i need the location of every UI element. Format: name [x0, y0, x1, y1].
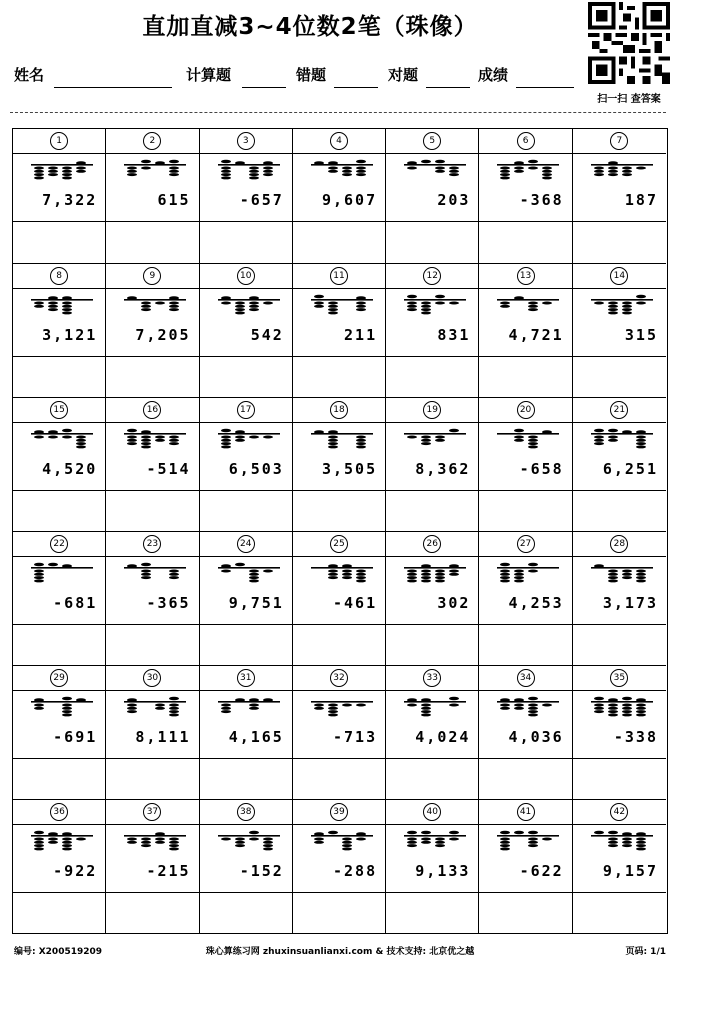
problem-header	[200, 264, 292, 289]
answer-box[interactable]	[200, 356, 292, 357]
problem-header	[386, 264, 478, 289]
problem-cell	[573, 665, 666, 799]
answer-box[interactable]	[293, 892, 385, 893]
problem-cell	[106, 397, 199, 531]
name-label: 姓名	[14, 66, 45, 84]
answer-box[interactable]	[13, 624, 105, 625]
problem-header	[13, 264, 105, 289]
problem-cell	[293, 665, 386, 799]
problem-cell	[293, 397, 386, 531]
problem-value: 203	[437, 191, 471, 209]
abacus-bead-image	[214, 294, 284, 316]
problem-header	[200, 666, 292, 691]
problem-cell	[573, 799, 666, 933]
right-label: 对题	[388, 66, 419, 84]
problem-number: 6	[517, 132, 535, 150]
problem-number: 8	[50, 267, 68, 285]
abacus-bead-image	[493, 696, 563, 718]
abacus-bead-image	[27, 159, 97, 181]
answer-box[interactable]	[106, 356, 198, 357]
problem-value: 3,121	[42, 326, 98, 344]
problem-number: 13	[517, 267, 535, 285]
problem-number: 1	[50, 132, 68, 150]
problem-cell	[386, 129, 479, 263]
abacus-bead-image	[27, 428, 97, 450]
problem-header	[386, 129, 478, 154]
problem-header	[479, 800, 571, 825]
problem-cell	[13, 397, 106, 531]
problem-header	[573, 666, 666, 691]
problem-value: -622	[519, 862, 564, 880]
abacus-bead-image	[27, 830, 97, 852]
answer-box[interactable]	[573, 892, 666, 893]
abacus-bead-image	[587, 428, 657, 450]
wrong-label: 错题	[296, 66, 327, 84]
abacus-bead-image	[120, 159, 190, 181]
problem-number: 35	[610, 669, 628, 687]
problem-header	[479, 532, 571, 557]
qr-caption: 扫一扫 查答案	[597, 94, 661, 105]
problem-header	[13, 666, 105, 691]
abacus-bead-image	[400, 159, 470, 181]
problem-header	[573, 264, 666, 289]
problem-value: -681	[53, 594, 98, 612]
problem-cell	[386, 531, 479, 665]
abacus-bead-image	[400, 428, 470, 450]
problem-header	[573, 129, 666, 154]
abacus-bead-image	[493, 294, 563, 316]
problem-cell	[106, 799, 199, 933]
answer-box[interactable]	[293, 758, 385, 759]
problem-value: 4,024	[415, 728, 471, 746]
name-blank[interactable]	[54, 87, 172, 88]
problem-cell	[479, 263, 572, 397]
problem-value: 6,251	[602, 460, 658, 478]
problem-number: 3	[237, 132, 255, 150]
worksheet-title: 直加直减3~4位数2笔（珠像）	[142, 14, 478, 40]
problem-cell	[13, 263, 106, 397]
answer-box[interactable]	[479, 221, 571, 222]
problem-value: -658	[519, 460, 564, 478]
answer-box[interactable]	[573, 356, 666, 357]
problem-cell	[200, 665, 293, 799]
problem-number: 37	[143, 803, 161, 821]
problem-number: 38	[237, 803, 255, 821]
answer-box[interactable]	[479, 758, 571, 759]
total-label: 计算题	[186, 66, 232, 84]
abacus-bead-image	[214, 696, 284, 718]
worksheet-code: 编号: X200519209	[14, 947, 103, 957]
problem-header	[200, 532, 292, 557]
abacus-bead-image	[587, 830, 657, 852]
answer-box[interactable]	[293, 490, 385, 491]
answer-box[interactable]	[293, 221, 385, 222]
answer-box[interactable]	[293, 356, 385, 357]
abacus-bead-image	[27, 696, 97, 718]
problem-number: 33	[423, 669, 441, 687]
problem-value: 831	[437, 326, 471, 344]
abacus-bead-image	[120, 830, 190, 852]
answer-box[interactable]	[13, 356, 105, 357]
problem-cell	[13, 129, 106, 263]
answer-box[interactable]	[106, 758, 198, 759]
problem-grid	[12, 128, 668, 934]
problem-number: 19	[423, 401, 441, 419]
abacus-bead-image	[587, 696, 657, 718]
problem-cell	[200, 397, 293, 531]
problem-header	[106, 129, 198, 154]
abacus-bead-image	[27, 294, 97, 316]
problem-value: 4,165	[228, 728, 284, 746]
answer-box[interactable]	[386, 624, 478, 625]
problem-value: 315	[624, 326, 658, 344]
problem-cell	[573, 129, 666, 263]
answer-box[interactable]	[386, 490, 478, 491]
answer-box[interactable]	[200, 892, 292, 893]
answer-box[interactable]	[13, 490, 105, 491]
problem-number: 14	[610, 267, 628, 285]
problem-value: -461	[333, 594, 378, 612]
problem-header	[479, 666, 571, 691]
answer-box[interactable]	[293, 624, 385, 625]
problem-value: 187	[624, 191, 658, 209]
problem-cell	[13, 665, 106, 799]
problem-value: 6,503	[228, 460, 284, 478]
answer-box[interactable]	[106, 221, 198, 222]
abacus-bead-image	[587, 562, 657, 584]
problem-header	[293, 666, 385, 691]
problem-number: 28	[610, 535, 628, 553]
problem-number: 41	[517, 803, 535, 821]
problem-number: 15	[50, 401, 68, 419]
problem-value: 8,111	[135, 728, 191, 746]
problem-number: 24	[237, 535, 255, 553]
problem-value: -922	[53, 862, 98, 880]
abacus-bead-image	[27, 562, 97, 584]
problem-cell	[13, 531, 106, 665]
abacus-bead-image	[307, 294, 377, 316]
problem-number: 21	[610, 401, 628, 419]
problem-number: 11	[330, 267, 348, 285]
problem-cell	[386, 263, 479, 397]
problem-cell	[479, 665, 572, 799]
problem-cell	[200, 531, 293, 665]
problem-header	[293, 264, 385, 289]
problem-number: 9	[143, 267, 161, 285]
problem-header	[293, 129, 385, 154]
abacus-bead-image	[120, 294, 190, 316]
answer-box[interactable]	[573, 221, 666, 222]
problem-value: -657	[239, 191, 284, 209]
problem-value: 9,157	[602, 862, 658, 880]
problem-number: 20	[517, 401, 535, 419]
answer-box[interactable]	[573, 490, 666, 491]
problem-cell	[386, 397, 479, 531]
answer-box[interactable]	[386, 221, 478, 222]
problem-number: 2	[143, 132, 161, 150]
problem-header	[293, 532, 385, 557]
problem-header	[106, 264, 198, 289]
problem-value: 542	[250, 326, 284, 344]
problem-cell	[293, 263, 386, 397]
problem-header	[479, 398, 571, 423]
abacus-bead-image	[400, 562, 470, 584]
right-blank[interactable]	[426, 87, 470, 88]
abacus-bead-image	[307, 830, 377, 852]
problem-value: 4,520	[42, 460, 98, 478]
problem-number: 27	[517, 535, 535, 553]
problem-value: 4,036	[508, 728, 564, 746]
problem-value: 302	[437, 594, 471, 612]
abacus-bead-image	[214, 428, 284, 450]
abacus-bead-image	[307, 159, 377, 181]
problem-value: -288	[333, 862, 378, 880]
total-blank[interactable]	[242, 87, 286, 88]
problem-cell	[386, 665, 479, 799]
answer-box[interactable]	[13, 892, 105, 893]
answer-box[interactable]	[479, 624, 571, 625]
abacus-bead-image	[587, 294, 657, 316]
answer-box[interactable]	[200, 758, 292, 759]
abacus-bead-image	[493, 562, 563, 584]
problem-cell	[200, 263, 293, 397]
abacus-bead-image	[307, 696, 377, 718]
abacus-bead-image	[120, 562, 190, 584]
problem-cell	[200, 799, 293, 933]
problem-value: -338	[613, 728, 658, 746]
abacus-bead-image	[493, 830, 563, 852]
problem-header	[573, 398, 666, 423]
problem-value: 9,133	[415, 862, 471, 880]
answer-box[interactable]	[106, 490, 198, 491]
student-info-row	[14, 64, 584, 88]
problem-header	[106, 800, 198, 825]
problem-cell	[573, 397, 666, 531]
answer-box[interactable]	[200, 490, 292, 491]
problem-header	[293, 800, 385, 825]
answer-box[interactable]	[479, 490, 571, 491]
problem-cell	[573, 263, 666, 397]
abacus-bead-image	[307, 562, 377, 584]
answer-box[interactable]	[386, 892, 478, 893]
abacus-bead-image	[587, 159, 657, 181]
problem-header	[200, 129, 292, 154]
abacus-bead-image	[307, 428, 377, 450]
problem-header	[106, 398, 198, 423]
problem-header	[200, 398, 292, 423]
answer-box[interactable]	[386, 758, 478, 759]
answer-box[interactable]	[200, 624, 292, 625]
problem-header	[479, 129, 571, 154]
problem-number: 36	[50, 803, 68, 821]
problem-header	[200, 800, 292, 825]
problem-cell	[106, 531, 199, 665]
problem-header	[13, 398, 105, 423]
problem-number: 17	[237, 401, 255, 419]
problem-number: 31	[237, 669, 255, 687]
problem-value: 615	[157, 191, 191, 209]
problem-value: 9,607	[321, 191, 378, 209]
answer-box[interactable]	[13, 758, 105, 759]
problem-number: 34	[517, 669, 535, 687]
problem-header	[386, 532, 478, 557]
problem-number: 23	[143, 535, 161, 553]
problem-number: 30	[143, 669, 161, 687]
problem-value: -713	[333, 728, 378, 746]
answer-box[interactable]	[573, 624, 666, 625]
problem-cell	[13, 799, 106, 933]
problem-value: 3,173	[602, 594, 658, 612]
problem-value: 7,205	[135, 326, 191, 344]
page-number: 页码: 1/1	[625, 947, 666, 957]
problem-cell	[479, 397, 572, 531]
problem-cell	[573, 531, 666, 665]
abacus-bead-image	[214, 562, 284, 584]
wrong-blank[interactable]	[334, 87, 378, 88]
answer-box[interactable]	[13, 221, 105, 222]
problem-value: 211	[344, 326, 378, 344]
problem-header	[573, 800, 666, 825]
problem-value: -365	[146, 594, 191, 612]
problem-header	[13, 800, 105, 825]
problem-cell	[106, 129, 199, 263]
problem-value: -152	[239, 862, 284, 880]
answer-box[interactable]	[479, 356, 571, 357]
score-label: 成绩	[478, 66, 509, 84]
problem-header	[386, 398, 478, 423]
footer	[14, 944, 666, 958]
problem-value: 3,505	[321, 460, 378, 478]
problem-cell	[106, 263, 199, 397]
problem-number: 5	[423, 132, 441, 150]
problem-number: 40	[423, 803, 441, 821]
answer-box[interactable]	[106, 892, 198, 893]
problem-cell	[479, 531, 572, 665]
abacus-bead-image	[493, 428, 563, 450]
problem-number: 12	[423, 267, 441, 285]
problem-value: -514	[146, 460, 191, 478]
problem-value: -691	[53, 728, 98, 746]
abacus-bead-image	[214, 159, 284, 181]
problem-value: 9,751	[228, 594, 284, 612]
answer-box[interactable]	[386, 356, 478, 357]
answer-box[interactable]	[573, 758, 666, 759]
qr-code	[588, 2, 670, 84]
problem-number: 7	[610, 132, 628, 150]
problem-cell	[200, 129, 293, 263]
abacus-bead-image	[493, 159, 563, 181]
abacus-bead-image	[400, 830, 470, 852]
site-credit: 珠心算练习网 zhuxinsuanlianxi.com & 技术支持: 北京优之越	[205, 947, 475, 957]
problem-cell	[293, 799, 386, 933]
problem-number: 4	[330, 132, 348, 150]
cut-line	[10, 112, 666, 113]
problem-value: -368	[519, 191, 564, 209]
abacus-bead-image	[214, 830, 284, 852]
answer-box[interactable]	[106, 624, 198, 625]
answer-box[interactable]	[479, 892, 571, 893]
problem-number: 39	[330, 803, 348, 821]
problem-value: 4,253	[508, 594, 564, 612]
problem-cell	[293, 129, 386, 263]
problem-number: 25	[330, 535, 348, 553]
abacus-bead-image	[400, 696, 470, 718]
problem-header	[573, 532, 666, 557]
score-blank[interactable]	[516, 87, 574, 88]
problem-header	[386, 800, 478, 825]
problem-cell	[293, 531, 386, 665]
problem-header	[13, 532, 105, 557]
problem-header	[106, 532, 198, 557]
problem-header	[479, 264, 571, 289]
problem-value: -215	[146, 862, 191, 880]
abacus-bead-image	[120, 696, 190, 718]
problem-number: 18	[330, 401, 348, 419]
problem-cell	[106, 665, 199, 799]
problem-value: 4,721	[508, 326, 564, 344]
problem-number: 10	[237, 267, 255, 285]
abacus-bead-image	[120, 428, 190, 450]
problem-value: 8,362	[415, 460, 471, 478]
problem-number: 22	[50, 535, 68, 553]
problem-cell	[386, 799, 479, 933]
abacus-bead-image	[400, 294, 470, 316]
problem-number: 29	[50, 669, 68, 687]
problem-cell	[479, 799, 572, 933]
problem-header	[386, 666, 478, 691]
problem-cell	[479, 129, 572, 263]
problem-number: 42	[610, 803, 628, 821]
problem-header	[106, 666, 198, 691]
problem-header	[13, 129, 105, 154]
problem-number: 26	[423, 535, 441, 553]
problem-value: 7,322	[42, 191, 98, 209]
problem-number: 16	[143, 401, 161, 419]
problem-number: 32	[330, 669, 348, 687]
problem-header	[293, 398, 385, 423]
answer-box[interactable]	[200, 221, 292, 222]
